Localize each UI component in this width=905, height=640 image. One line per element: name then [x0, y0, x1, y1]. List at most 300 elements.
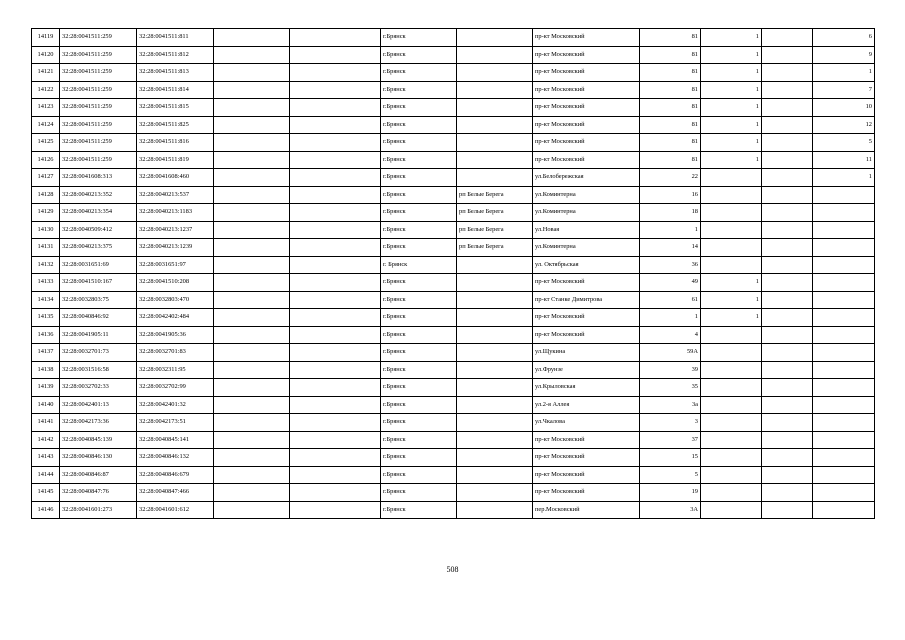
cell-house-number: 5: [640, 466, 701, 484]
cell-street: пр-кт Московский: [533, 81, 640, 99]
cell-city: г.Брянск: [381, 239, 457, 257]
cell-col-5: [290, 169, 381, 187]
cell-col-4: [214, 449, 290, 467]
cell-street: ул.Щукина: [533, 344, 640, 362]
cell-building: [701, 186, 762, 204]
table-row: [32, 326, 875, 344]
cell-street: ул.Коминтерна: [533, 239, 640, 257]
cell-building: 1: [701, 116, 762, 134]
cell-row-number: 14121: [32, 64, 60, 82]
cell-land-cadastral-number: 32:28:0041511:259: [60, 46, 137, 64]
cell-city: г.Брянск: [381, 134, 457, 152]
table-row: [32, 151, 875, 169]
cell-building: [701, 344, 762, 362]
cell-street: пр-кт Московский: [533, 116, 640, 134]
cell-object-cadastral-number: 32:28:0041608:460: [137, 169, 214, 187]
table-row: [32, 344, 875, 362]
cell-row-number: 14126: [32, 151, 60, 169]
cell-land-cadastral-number: 32:28:0040846:92: [60, 309, 137, 327]
cell-col-5: [290, 204, 381, 222]
cell-col-5: [290, 466, 381, 484]
cell-building: 1: [701, 29, 762, 47]
cell-land-cadastral-number: 32:28:0032702:33: [60, 379, 137, 397]
cell-row-number: 14142: [32, 431, 60, 449]
cell-col-4: [214, 361, 290, 379]
cell-row-number: 14130: [32, 221, 60, 239]
cell-col-4: [214, 221, 290, 239]
cell-settlement: рп Белые Берега: [457, 186, 533, 204]
cell-building: 1: [701, 64, 762, 82]
cell-col-11: [762, 169, 813, 187]
cell-col-5: [290, 274, 381, 292]
cell-street: пр-кт Московский: [533, 29, 640, 47]
table-row: [32, 431, 875, 449]
cell-settlement: [457, 344, 533, 362]
cell-object-cadastral-number: 32:28:0032701:83: [137, 344, 214, 362]
cell-object-cadastral-number: 32:28:0040847:466: [137, 484, 214, 502]
cell-city: г.Брянск: [381, 46, 457, 64]
cell-building: 1: [701, 46, 762, 64]
cell-col-11: [762, 309, 813, 327]
cell-settlement: [457, 449, 533, 467]
cell-land-cadastral-number: 32:28:0041510:167: [60, 274, 137, 292]
cell-apartment: [813, 344, 875, 362]
cell-building: 1: [701, 274, 762, 292]
cell-city: г.Брянск: [381, 396, 457, 414]
cell-object-cadastral-number: 32:28:0041511:816: [137, 134, 214, 152]
cell-object-cadastral-number: 32:28:0040846:132: [137, 449, 214, 467]
cell-city: г.Брянск: [381, 431, 457, 449]
cell-row-number: 14123: [32, 99, 60, 117]
cell-city: г.Брянск: [381, 221, 457, 239]
cell-building: [701, 361, 762, 379]
cell-building: 1: [701, 81, 762, 99]
cell-building: [701, 414, 762, 432]
cell-street: пр-кт Московский: [533, 151, 640, 169]
cell-settlement: [457, 99, 533, 117]
cell-building: [701, 204, 762, 222]
cell-col-11: [762, 186, 813, 204]
cell-house-number: 49: [640, 274, 701, 292]
cell-apartment: [813, 361, 875, 379]
cell-land-cadastral-number: 32:28:0041511:259: [60, 134, 137, 152]
cell-col-11: [762, 99, 813, 117]
table-body: [32, 29, 875, 519]
cell-apartment: 1: [813, 64, 875, 82]
cell-col-4: [214, 46, 290, 64]
table-row: [32, 414, 875, 432]
table-row: [32, 501, 875, 519]
cell-col-5: [290, 151, 381, 169]
cell-house-number: 1: [640, 309, 701, 327]
cell-street: пр-кт Московский: [533, 64, 640, 82]
cell-house-number: 35: [640, 379, 701, 397]
cell-col-5: [290, 414, 381, 432]
cell-col-11: [762, 344, 813, 362]
cell-settlement: [457, 291, 533, 309]
cell-settlement: [457, 309, 533, 327]
cell-city: г. Брянск: [381, 256, 457, 274]
cell-house-number: 81: [640, 134, 701, 152]
cell-object-cadastral-number: 32:28:0041905:36: [137, 326, 214, 344]
cell-land-cadastral-number: 32:28:0031651:69: [60, 256, 137, 274]
cell-house-number: 4: [640, 326, 701, 344]
cell-col-4: [214, 344, 290, 362]
cell-settlement: [457, 414, 533, 432]
cell-settlement: [457, 116, 533, 134]
cell-object-cadastral-number: 32:28:0041511:812: [137, 46, 214, 64]
cell-col-4: [214, 431, 290, 449]
cell-city: г.Брянск: [381, 379, 457, 397]
cell-settlement: [457, 29, 533, 47]
table-row: [32, 204, 875, 222]
cell-city: г.Брянск: [381, 449, 457, 467]
cell-land-cadastral-number: 32:28:0031516:58: [60, 361, 137, 379]
cell-apartment: [813, 309, 875, 327]
cell-house-number: 16: [640, 186, 701, 204]
cell-apartment: 6: [813, 29, 875, 47]
cell-object-cadastral-number: 32:28:0040213:1183: [137, 204, 214, 222]
cell-house-number: 18: [640, 204, 701, 222]
cell-building: [701, 484, 762, 502]
cell-col-5: [290, 291, 381, 309]
cell-land-cadastral-number: 32:28:0041511:259: [60, 64, 137, 82]
cell-city: г.Брянск: [381, 116, 457, 134]
cell-apartment: [813, 431, 875, 449]
cell-land-cadastral-number: 32:28:0041511:259: [60, 29, 137, 47]
cell-row-number: 14129: [32, 204, 60, 222]
cell-col-5: [290, 379, 381, 397]
cell-col-4: [214, 414, 290, 432]
cell-settlement: рп Белые Берега: [457, 204, 533, 222]
cell-row-number: 14144: [32, 466, 60, 484]
cell-col-4: [214, 239, 290, 257]
cell-col-11: [762, 274, 813, 292]
cell-settlement: [457, 81, 533, 99]
cell-col-5: [290, 326, 381, 344]
cell-col-5: [290, 239, 381, 257]
cell-land-cadastral-number: 32:28:0041511:259: [60, 151, 137, 169]
cell-house-number: 59А: [640, 344, 701, 362]
cell-building: 1: [701, 291, 762, 309]
cell-col-11: [762, 256, 813, 274]
table-row: [32, 466, 875, 484]
cell-row-number: 14138: [32, 361, 60, 379]
cell-building: [701, 221, 762, 239]
cell-col-11: [762, 396, 813, 414]
page-number: 508: [446, 565, 459, 574]
cell-object-cadastral-number: 32:28:0040213:1237: [137, 221, 214, 239]
cell-col-11: [762, 501, 813, 519]
cell-settlement: [457, 379, 533, 397]
cell-house-number: 3А: [640, 501, 701, 519]
cell-house-number: 81: [640, 116, 701, 134]
cell-street: пр-кт Московский: [533, 46, 640, 64]
cell-settlement: [457, 501, 533, 519]
cell-settlement: [457, 64, 533, 82]
cell-city: г.Брянск: [381, 414, 457, 432]
cell-city: г.Брянск: [381, 204, 457, 222]
cell-land-cadastral-number: 32:28:0040213:354: [60, 204, 137, 222]
cell-land-cadastral-number: 32:28:0040509:412: [60, 221, 137, 239]
cell-row-number: 14141: [32, 414, 60, 432]
cell-city: г.Брянск: [381, 466, 457, 484]
cell-house-number: 81: [640, 64, 701, 82]
cell-city: г.Брянск: [381, 326, 457, 344]
cell-city: г.Брянск: [381, 29, 457, 47]
cell-settlement: [457, 46, 533, 64]
cell-object-cadastral-number: 32:28:0032803:470: [137, 291, 214, 309]
cell-col-11: [762, 204, 813, 222]
table-row: [32, 274, 875, 292]
cell-col-4: [214, 169, 290, 187]
cell-settlement: [457, 256, 533, 274]
cell-col-11: [762, 46, 813, 64]
cell-city: г.Брянск: [381, 169, 457, 187]
cell-row-number: 14122: [32, 81, 60, 99]
cell-col-11: [762, 151, 813, 169]
cell-house-number: 61: [640, 291, 701, 309]
cell-object-cadastral-number: 32:28:0042173:51: [137, 414, 214, 432]
cell-col-11: [762, 361, 813, 379]
cell-col-11: [762, 326, 813, 344]
cell-object-cadastral-number: 32:28:0042402:484: [137, 309, 214, 327]
cell-street: ул.Крыловская: [533, 379, 640, 397]
cell-street: пер.Московский: [533, 501, 640, 519]
cell-apartment: [813, 221, 875, 239]
table-row: [32, 396, 875, 414]
cell-street: пр-кт Московский: [533, 431, 640, 449]
cell-row-number: 14125: [32, 134, 60, 152]
cell-settlement: [457, 396, 533, 414]
table-row: [32, 484, 875, 502]
cell-col-11: [762, 239, 813, 257]
cell-row-number: 14124: [32, 116, 60, 134]
cell-col-4: [214, 29, 290, 47]
cell-row-number: 14131: [32, 239, 60, 257]
cell-building: [701, 239, 762, 257]
cell-col-5: [290, 484, 381, 502]
cell-street: пр-кт Московский: [533, 309, 640, 327]
cell-object-cadastral-number: 32:28:0040845:141: [137, 431, 214, 449]
cell-street: пр-кт Московский: [533, 326, 640, 344]
cell-col-4: [214, 326, 290, 344]
cell-apartment: [813, 291, 875, 309]
cell-settlement: [457, 484, 533, 502]
cell-house-number: 36: [640, 256, 701, 274]
cell-apartment: [813, 256, 875, 274]
cell-col-4: [214, 64, 290, 82]
cell-col-4: [214, 81, 290, 99]
table-row: [32, 81, 875, 99]
cell-object-cadastral-number: 32:28:0040213:1239: [137, 239, 214, 257]
cell-row-number: 14119: [32, 29, 60, 47]
cell-object-cadastral-number: 32:28:0041510:208: [137, 274, 214, 292]
table-row: [32, 449, 875, 467]
cell-settlement: [457, 326, 533, 344]
cell-col-5: [290, 46, 381, 64]
cell-col-4: [214, 291, 290, 309]
cell-street: пр-кт Московский: [533, 274, 640, 292]
cell-house-number: 15: [640, 449, 701, 467]
cell-street: пр-кт Московский: [533, 466, 640, 484]
cell-street: пр-кт Московский: [533, 99, 640, 117]
table-row: [32, 379, 875, 397]
cell-street: ул. Октябрьская: [533, 256, 640, 274]
cell-col-5: [290, 116, 381, 134]
table-row: [32, 361, 875, 379]
cell-building: 1: [701, 309, 762, 327]
cell-object-cadastral-number: 32:28:0032311:95: [137, 361, 214, 379]
table-row: [32, 64, 875, 82]
cell-house-number: 81: [640, 81, 701, 99]
cell-col-4: [214, 256, 290, 274]
cell-object-cadastral-number: 32:28:0041511:811: [137, 29, 214, 47]
cell-house-number: 1: [640, 221, 701, 239]
cell-col-4: [214, 186, 290, 204]
table-row: [32, 99, 875, 117]
table-row: [32, 186, 875, 204]
cell-city: г.Брянск: [381, 484, 457, 502]
cell-street: ул.Новая: [533, 221, 640, 239]
cell-col-11: [762, 29, 813, 47]
cell-house-number: 81: [640, 46, 701, 64]
table-row: [32, 169, 875, 187]
cell-building: [701, 501, 762, 519]
cell-object-cadastral-number: 32:28:0031651:97: [137, 256, 214, 274]
cell-col-5: [290, 81, 381, 99]
cell-apartment: [813, 326, 875, 344]
cell-street: ул.Белобережская: [533, 169, 640, 187]
cell-settlement: [457, 361, 533, 379]
cell-apartment: [813, 414, 875, 432]
cell-col-4: [214, 379, 290, 397]
cell-land-cadastral-number: 32:28:0040847:76: [60, 484, 137, 502]
cell-col-5: [290, 396, 381, 414]
cell-land-cadastral-number: 32:28:0032803:75: [60, 291, 137, 309]
cell-apartment: 5: [813, 134, 875, 152]
cell-apartment: 9: [813, 46, 875, 64]
cell-apartment: [813, 186, 875, 204]
table-row: [32, 46, 875, 64]
cell-house-number: 81: [640, 29, 701, 47]
cell-col-4: [214, 116, 290, 134]
cell-house-number: 19: [640, 484, 701, 502]
cell-land-cadastral-number: 32:28:0042173:36: [60, 414, 137, 432]
cell-land-cadastral-number: 32:28:0041511:259: [60, 81, 137, 99]
cell-col-11: [762, 379, 813, 397]
cell-city: г.Брянск: [381, 291, 457, 309]
cell-row-number: 14120: [32, 46, 60, 64]
cell-settlement: рп Белые Берега: [457, 221, 533, 239]
cell-col-5: [290, 431, 381, 449]
cell-building: [701, 449, 762, 467]
cell-apartment: [813, 501, 875, 519]
cell-building: [701, 169, 762, 187]
cell-house-number: 37: [640, 431, 701, 449]
cell-row-number: 14128: [32, 186, 60, 204]
cell-street: пр-кт Станке Димитрова: [533, 291, 640, 309]
cell-col-4: [214, 134, 290, 152]
cell-row-number: 14132: [32, 256, 60, 274]
cell-apartment: [813, 239, 875, 257]
cell-object-cadastral-number: 32:28:0032702:99: [137, 379, 214, 397]
cell-building: [701, 466, 762, 484]
cell-col-11: [762, 221, 813, 239]
cell-apartment: [813, 484, 875, 502]
cell-settlement: [457, 466, 533, 484]
cell-land-cadastral-number: 32:28:0041511:259: [60, 116, 137, 134]
cell-row-number: 14136: [32, 326, 60, 344]
cell-building: [701, 431, 762, 449]
cell-row-number: 14140: [32, 396, 60, 414]
cell-settlement: [457, 274, 533, 292]
cell-col-11: [762, 134, 813, 152]
cell-settlement: рп Белые Берега: [457, 239, 533, 257]
cell-land-cadastral-number: 32:28:0041608:313: [60, 169, 137, 187]
cell-house-number: 3а: [640, 396, 701, 414]
cell-col-5: [290, 501, 381, 519]
cell-col-4: [214, 309, 290, 327]
cell-col-11: [762, 449, 813, 467]
cell-row-number: 14137: [32, 344, 60, 362]
cell-row-number: 14146: [32, 501, 60, 519]
cell-building: [701, 379, 762, 397]
cell-apartment: 11: [813, 151, 875, 169]
cell-row-number: 14145: [32, 484, 60, 502]
cell-city: г.Брянск: [381, 344, 457, 362]
cell-row-number: 14143: [32, 449, 60, 467]
cell-street: ул.Фрунзе: [533, 361, 640, 379]
cell-col-4: [214, 204, 290, 222]
cell-row-number: 14134: [32, 291, 60, 309]
cell-col-4: [214, 466, 290, 484]
cell-street: пр-кт Московский: [533, 484, 640, 502]
cell-col-11: [762, 466, 813, 484]
table-row: [32, 134, 875, 152]
cell-col-5: [290, 256, 381, 274]
cell-object-cadastral-number: 32:28:0042401:32: [137, 396, 214, 414]
cell-col-4: [214, 484, 290, 502]
cell-col-5: [290, 186, 381, 204]
cell-house-number: 81: [640, 151, 701, 169]
cell-land-cadastral-number: 32:28:0041511:259: [60, 99, 137, 117]
cell-col-5: [290, 361, 381, 379]
table-row: [32, 291, 875, 309]
cell-land-cadastral-number: 32:28:0041601:273: [60, 501, 137, 519]
cell-col-5: [290, 134, 381, 152]
cell-object-cadastral-number: 32:28:0041511:814: [137, 81, 214, 99]
cell-row-number: 14127: [32, 169, 60, 187]
cell-col-4: [214, 151, 290, 169]
cell-city: г.Брянск: [381, 81, 457, 99]
cell-col-5: [290, 221, 381, 239]
cell-col-4: [214, 396, 290, 414]
cell-building: 1: [701, 151, 762, 169]
cell-street: пр-кт Московский: [533, 134, 640, 152]
cell-street: ул.Коминтерна: [533, 186, 640, 204]
cell-land-cadastral-number: 32:28:0040213:352: [60, 186, 137, 204]
cell-city: г.Брянск: [381, 501, 457, 519]
cell-col-11: [762, 291, 813, 309]
cell-col-5: [290, 29, 381, 47]
table-row: [32, 239, 875, 257]
cell-object-cadastral-number: 32:28:0041511:815: [137, 99, 214, 117]
cell-apartment: 7: [813, 81, 875, 99]
cell-col-5: [290, 344, 381, 362]
cell-col-11: [762, 484, 813, 502]
cell-object-cadastral-number: 32:28:0041511:813: [137, 64, 214, 82]
